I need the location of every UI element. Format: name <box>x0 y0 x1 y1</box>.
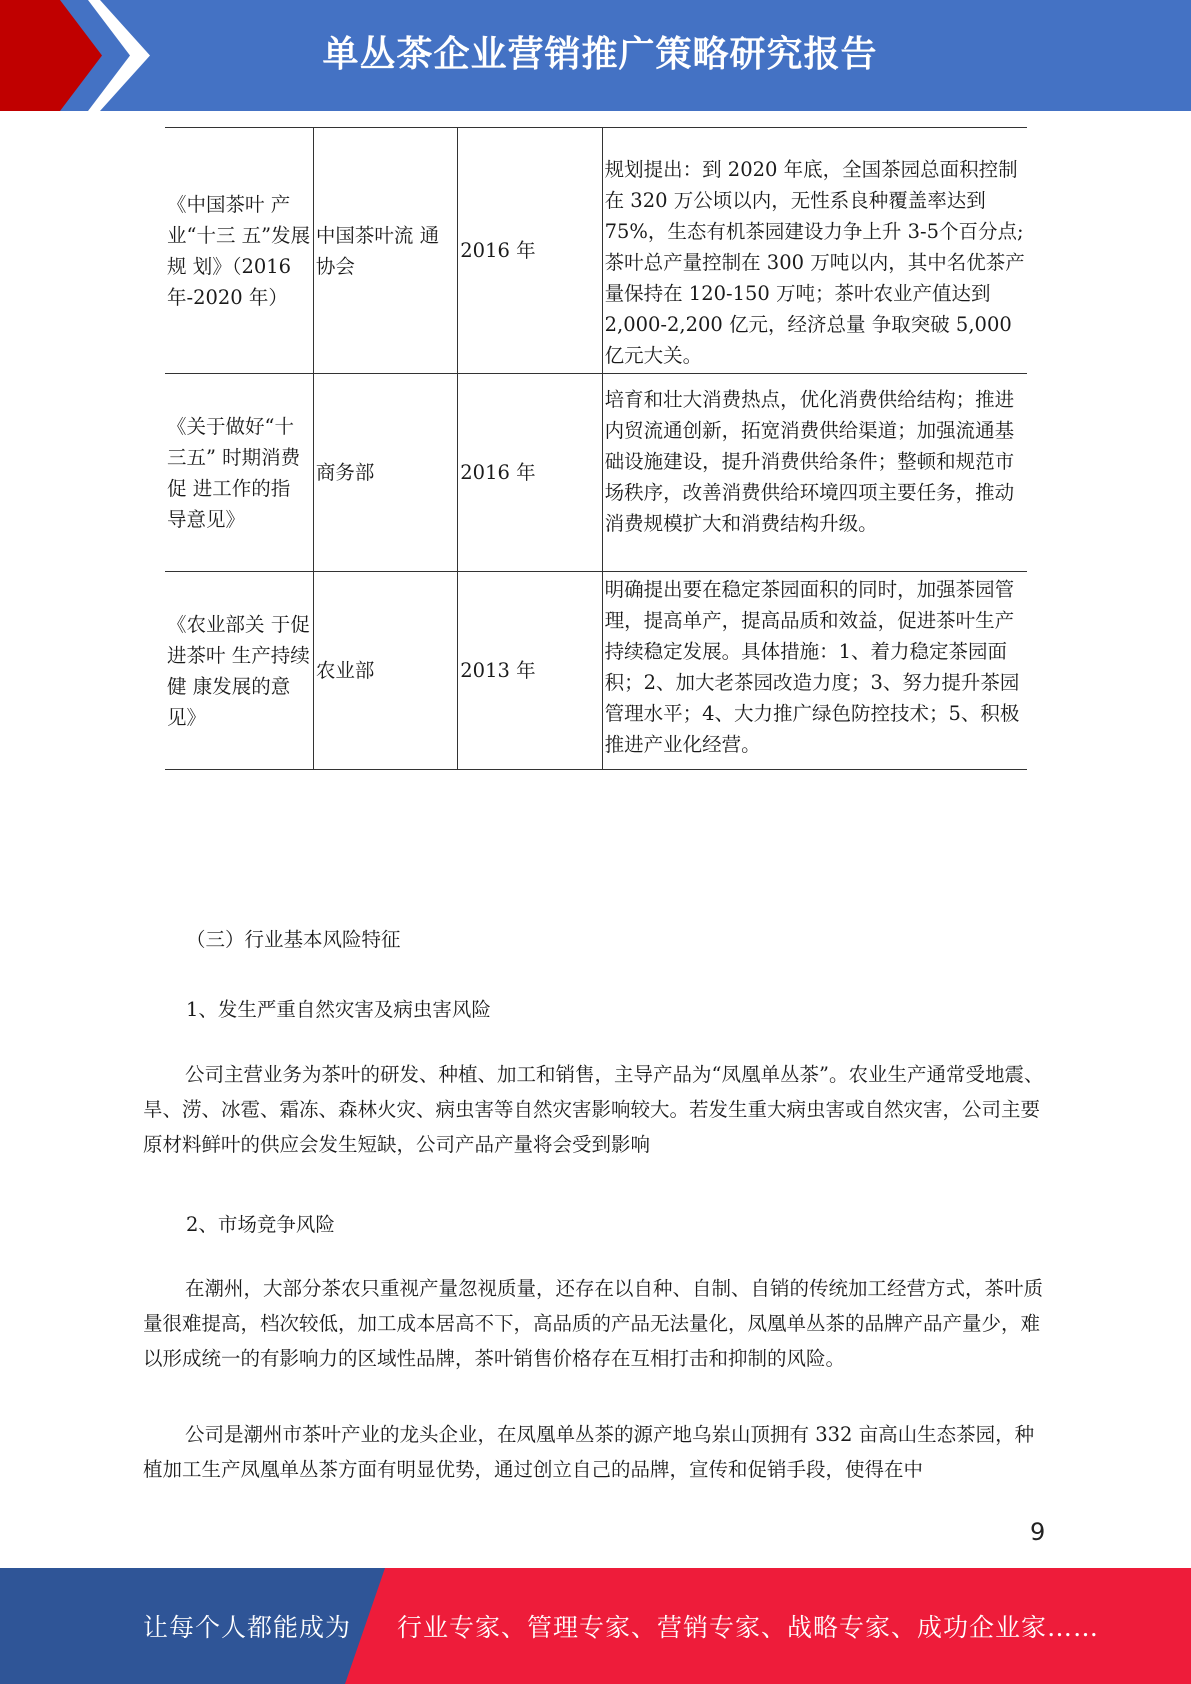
page-footer <box>0 1568 1191 1684</box>
page-number: 9 <box>1030 1518 1046 1546</box>
header-chevron-icon <box>0 0 160 111</box>
table-row <box>165 572 1027 770</box>
policy-name-cell: 《中国茶叶 产业“十三 五”发展规 划》（2016 年-2020 年） <box>165 128 313 374</box>
year-cell: 2013 年 <box>458 572 602 770</box>
report-title: 单丛茶企业营销推广策略研究报告 <box>322 34 878 75</box>
table-row <box>165 128 1027 374</box>
policy-content-cell: 明确提出要在稳定茶园面积的同时，加强茶园管理，提高单产，提高品质和效益，促进茶叶生产持续稳定发展。具体措施：1、着力稳定茶园面积；2、加大老茶园改造力度；3、努力提升茶园管理水平；4、大力推广绿色防控技术；5、积极推进产业化经营。 <box>602 572 1027 770</box>
department-cell: 中国茶叶流 通协会 <box>313 128 457 374</box>
policy-table <box>165 127 1027 770</box>
section-heading: （三）行业基本风险特征 <box>186 928 401 951</box>
table-row <box>165 374 1027 572</box>
risk-item-1-heading: 1、发生严重自然灾害及病虫害风险 <box>186 998 491 1021</box>
department-cell: 商务部 <box>313 374 457 572</box>
footer-slogan-right: 行业专家、管理专家、营销专家、战略专家、成功企业家…… <box>397 1613 1100 1642</box>
policy-content-cell: 培育和壮大消费热点，优化消费供给结构；推进内贸流通创新，拓宽消费供给渠道；加强流通基础设施建设，提升消费供给条件；整顿和规范市场秩序，改善消费供给环境四项主要任务，推动消费规模扩大和消费结构升级。 <box>602 374 1027 572</box>
policy-content-cell: 规划提出：到 2020 年底，全国茶园总面积控制在 320 万公顷以内，无性系良种覆盖率达到 75%，生态有机茶园建设力争上升 3-5个百分点;茶叶总产量控制在 300 万吨以内，其中名优茶产量保持在 120-150 万吨；茶叶农业产值达到 2,000-2,200 亿元，经济总量 争取突破 5,000 亿元大关。 <box>602 128 1027 374</box>
policy-name-cell: 《农业部关 于促进茶叶 生产持续健 康发展的意 见》 <box>165 572 313 770</box>
risk-item-2-paragraph-1: 在潮州，大部分茶农只重视产量忽视质量，还存在以自种、自制、自销的传统加工经营方式，茶叶质量很难提高，档次较低，加工成本居高不下，高品质的产品无法量化，凤凰单丛茶的品牌产品产量少，难以形成统一的有影响力的区域性品牌，茶叶销售价格存在互相打击和抑制的风险。 <box>143 1277 1044 1370</box>
year-cell: 2016 年 <box>458 374 602 572</box>
footer-slogan-left: 让每个人都能成为 <box>143 1613 352 1642</box>
risk-item-1-paragraph: 公司主营业务为茶叶的研发、种植、加工和销售，主导产品为“凤凰单丛茶”。农业生产通常受地震、旱、涝、冰雹、霜冻、森林火灾、病虫害等自然灾害影响较大。若发生重大病虫害或自然灾害，公司主要原材料鲜叶的供应会发生短缺，公司产品产量将会受到影响 <box>143 1063 1044 1156</box>
department-cell: 农业部 <box>313 572 457 770</box>
page-header <box>0 0 1191 111</box>
risk-item-2-paragraph-2: 公司是潮州市茶叶产业的龙头企业，在凤凰单丛茶的源产地乌岽山顶拥有 332 亩高山生态茶园，种植加工生产凤凰单丛茶方面有明显优势，通过创立自己的品牌，宣传和促销手段，使得在中 <box>143 1423 1035 1481</box>
policy-name-cell: 《关于做好“十三五” 时期消费促 进工作的指 导意见》 <box>165 374 313 572</box>
risk-item-2-heading: 2、市场竞争风险 <box>186 1213 335 1236</box>
year-cell: 2016 年 <box>458 128 602 374</box>
